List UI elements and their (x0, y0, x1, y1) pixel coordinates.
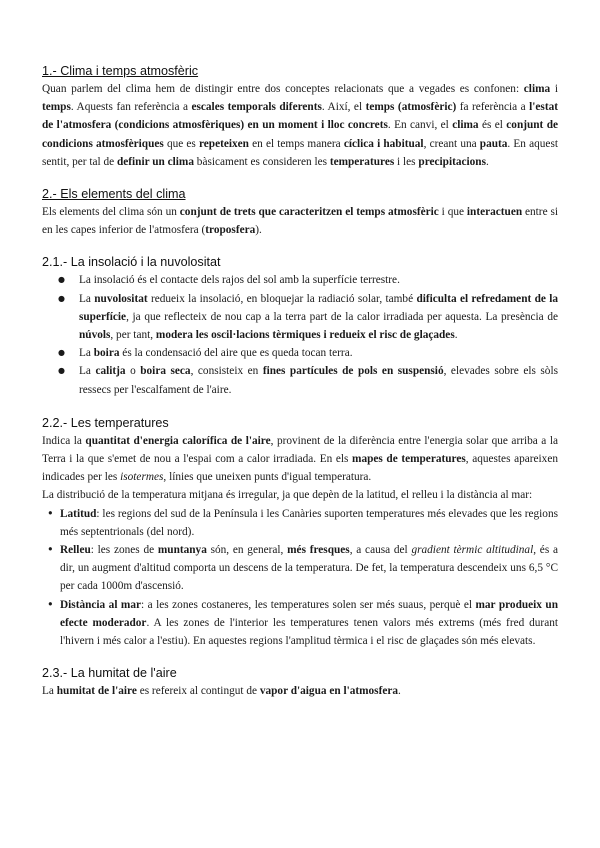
subsection-title: 2.1.- La insolació i la nuvolositat (42, 255, 221, 270)
list-item: • Relleu: les zones de muntanya són, en general, més fresques, a causa del gradient tèrmic altitudinal, és a dir, un augment d'altitud comporta un descens de la temperatura. De fet, la temperatura descendeix uns 6,5 °C per cada 1000m d'ascensió. (42, 541, 558, 596)
list-item: ● La insolació és el contacte dels rajos del sol amb la superfície terrestre. (42, 271, 558, 289)
bullet-list (42, 505, 558, 651)
section-humitat (42, 664, 558, 700)
section-elements-clima (42, 185, 558, 239)
list-item: • Distància al mar: a les zones costaneres, les temperatures solen ser més suaus, perquè el mar produeix un efecte moderador. A les zones de l'interior les temperatures tenen valors més extrems (més fred durant l'hivern i més calor a l'estiu). En aquestes regions l'amplitud tèrmica i el risc de glaçades són més elevats. (42, 596, 558, 651)
section-clima-temps (42, 62, 558, 171)
section-title: 1.- Clima i temps atmosfèric (42, 64, 199, 78)
bullet-list (42, 271, 558, 398)
subsection-title: 2.3.- La humitat de l'aire (42, 666, 177, 681)
section-insolacio (42, 253, 558, 398)
paragraph: Indica la quantitat d'energia calorífica de l'aire, provinent de la diferència entre l'energia solar que arriba a la Terra i la que s'emet de nou a l'espai com a calor irradiada. En els mapes de temperatures, aquestes apareixen indicades per les isotermes, línies que uneixen punts d'igual temperatura. (42, 434, 558, 484)
list-item: ● La boira és la condensació del aire que es queda tocan terra. (42, 344, 558, 362)
paragraph: Quan parlem del clima hem de distingir entre dos conceptes relacionats que a vegades es confonen: clima i temps. Aquests fan referència a escales temporals diferents. Així, el temps (atmosfèric) fa referència a l'estat de l'atmosfera (condicions atmosfèriques) en un moment i lloc concrets. En canvi, el clima és el conjunt de condicions atmosfèriques que es repeteixen en el temps manera cíclica i habitual, creant una pauta. En aquest sentit, per tal de definir un clima bàsicament es consideren les temperatures i les precipitacions. (42, 83, 559, 168)
list-item: ● La nuvolositat redueix la insolació, en bloquejar la radiació solar, també dificulta el refredament de la superfície, ja que reflecteix de nou cap a la terra part de la calor irradiada per aquesta. La presència de núvols, per tant, modera les oscil·lacions tèrmiques i redueix el risc de glaçades. (42, 290, 558, 345)
section-temperatures (42, 414, 558, 650)
subsection-title: 2.2.- Les temperatures (42, 415, 169, 430)
list-item: • Latitud: les regions del sud de la Península i les Canàries suporten temperatures més elevades que les regions més septentrionals (del nord). (42, 505, 558, 541)
list-item: ● La calitja o boira seca, consisteix en fines partícules de pols en suspensió, elevades sobre els sòls ressecs per l'escalfament de l'aire. (42, 362, 558, 398)
paragraph: La humitat de l'aire es refereix al contingut de vapor d'aigua en l'atmosfera. (42, 685, 401, 698)
document-page (42, 62, 558, 700)
paragraph: La distribució de la temperatura mitjana és irregular, ja que depèn de la latitud, el relleu i la distància al mar: (42, 489, 533, 502)
section-title: 2.- Els elements del clima (42, 187, 186, 202)
paragraph: Els elements del clima són un conjunt de trets que caracteritzen el temps atmosfèric i que interactuen entre si en les capes inferior de l'atmosfera (troposfera). (42, 206, 559, 237)
